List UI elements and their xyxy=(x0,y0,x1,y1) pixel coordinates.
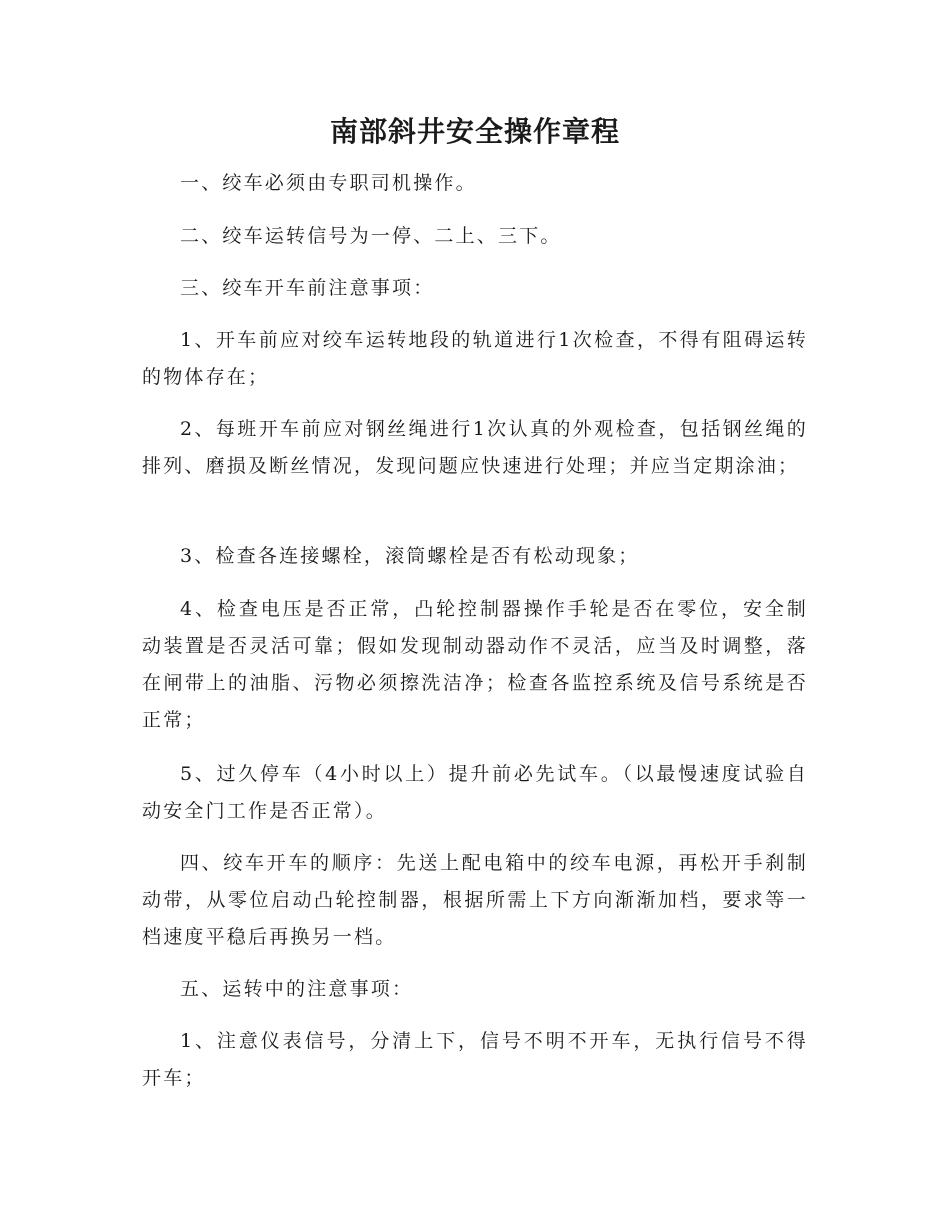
paragraph-6: 3、检查各连接螺栓，滚筒螺栓是否有松动现象； xyxy=(180,545,640,567)
paragraph-2: 二、绞车运转信号为一停、二上、三下。 xyxy=(180,225,562,247)
paragraph-4: 1、开车前应对绞车运转地段的轨道进行1次检查，不得有阻碍运转的物体存在； xyxy=(142,329,808,388)
paragraph-10: 五、运转中的注意事项： xyxy=(180,978,414,1000)
paragraph-3: 三、绞车开车前注意事项： xyxy=(180,277,435,299)
paragraph-7: 4、检查电压是否正常，凸轮控制器操作手轮是否在零位，安全制动装置是否灵活可靠；假如发现制动器动作不灵活，应当及时调整，落在闸带上的油脂、污物必须擦洗洁净；检查各监控系统及信号系统是否正常； xyxy=(142,598,808,731)
paragraph-11: 1、注意仪表信号，分清上下，信号不明不开车，无执行信号不得开车； xyxy=(142,1030,808,1089)
paragraph-5: 2、每班开车前应对钢丝绳进行1次认真的外观检查，包括钢丝绳的排列、磨损及断丝情况，发现问题应快速进行处理；并应当定期涂油； xyxy=(142,418,808,477)
paragraph-1: 一、绞车必须由专职司机操作。 xyxy=(180,172,477,194)
paragraph-9: 四、绞车开车的顺序：先送上配电箱中的绞车电源，再松开手刹制动带，从零位启动凸轮控制器，根据所需上下方向渐渐加档，要求等一档速度平稳后再换另一档。 xyxy=(142,852,808,948)
paragraph-8: 5、过久停车（4小时以上）提升前必先试车。（以最慢速度试验自动安全门工作是否正常）。 xyxy=(142,763,808,822)
document-title: 南部斜井安全操作章程 xyxy=(329,115,620,148)
